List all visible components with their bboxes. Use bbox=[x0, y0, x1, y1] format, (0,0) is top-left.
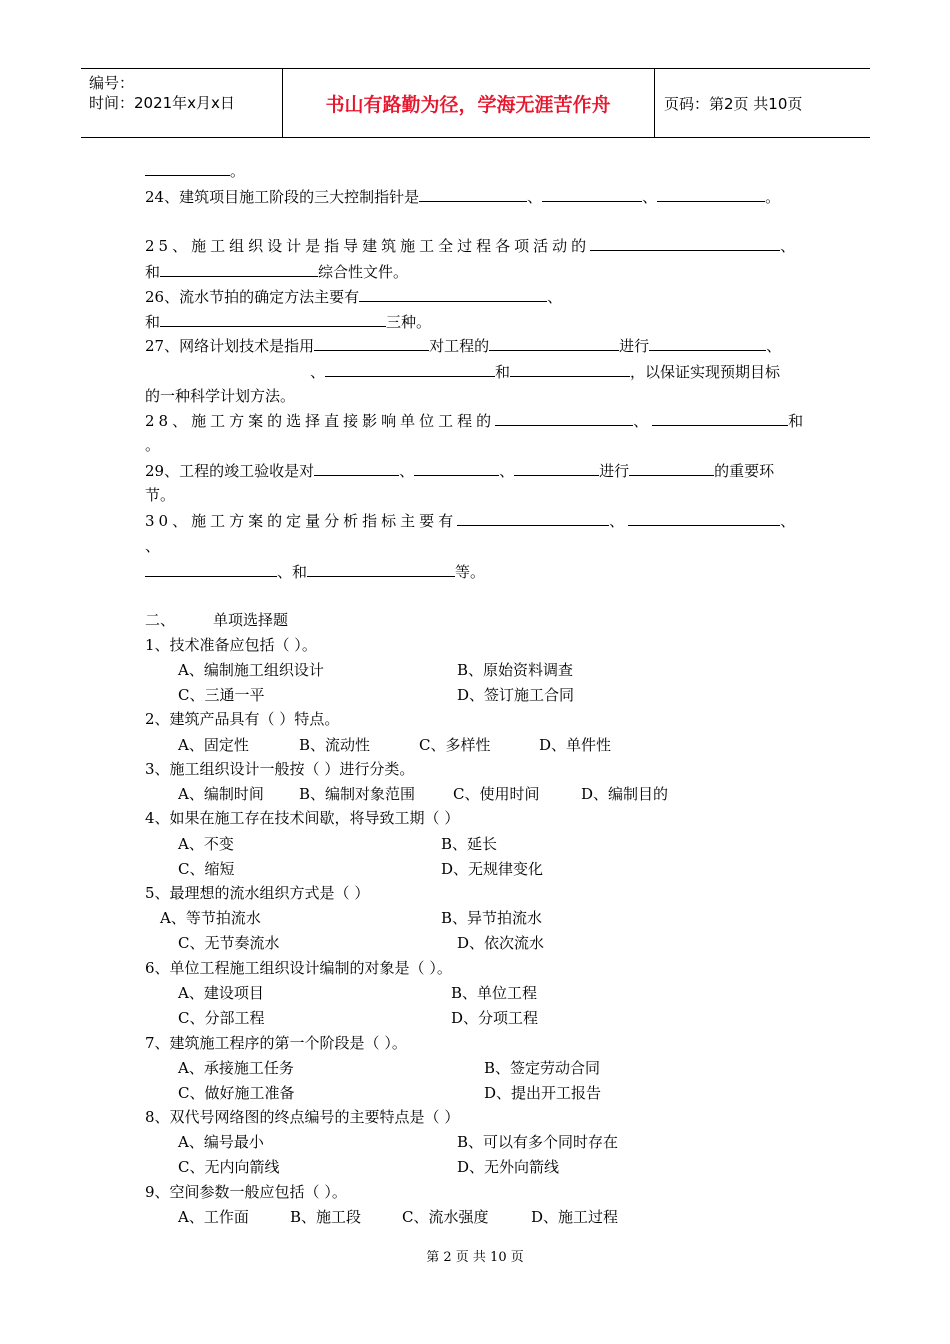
section-heading: 二、 单项选择题 bbox=[145, 611, 289, 629]
option-c: C、使用时间 bbox=[453, 785, 540, 803]
option-d: D、依次流水 bbox=[457, 934, 545, 952]
question-25: 25、施工组织设计是指导建筑施工全过程各项活动的 、 bbox=[145, 237, 800, 255]
header-divider bbox=[654, 69, 655, 137]
option-b: B、单位工程 bbox=[451, 984, 538, 1002]
option-b: B、延长 bbox=[441, 835, 498, 853]
page-footer: 第 2 页 共 10 页 bbox=[426, 1250, 524, 1265]
option-c: C、流水强度 bbox=[402, 1208, 489, 1226]
header-meta bbox=[89, 73, 235, 113]
question-27: 27、网络计划技术是指用 对工程的 进行 、 bbox=[145, 337, 782, 355]
text-line: 、和 等。 bbox=[145, 561, 485, 582]
text-line: 的一种科学计划方法。 bbox=[145, 387, 296, 405]
option-b: B、流动性 bbox=[299, 736, 371, 754]
text-line: 。 bbox=[145, 436, 161, 454]
option-a: A、编制施工组织设计 bbox=[178, 661, 324, 679]
option-b: B、原始资料调查 bbox=[457, 661, 574, 679]
mcq-question: 5、最理想的流水组织方式是（ ） bbox=[145, 884, 370, 902]
option-a: A、等节拍流水 bbox=[160, 909, 261, 927]
option-a: A、工作面 bbox=[178, 1208, 249, 1226]
option-a: A、建设项目 bbox=[178, 984, 264, 1002]
option-c: C、多样性 bbox=[419, 736, 491, 754]
text-line: 、 和 ，以保证实现预期目标 bbox=[310, 363, 781, 381]
option-a: A、编制时间 bbox=[178, 785, 264, 803]
question-28: 28、施工方案的选择直接影响单位工程的 、 和 bbox=[145, 412, 808, 430]
text-line: 。 bbox=[145, 160, 245, 181]
text-line: 和 三种。 bbox=[145, 313, 432, 331]
option-d: D、施工过程 bbox=[531, 1208, 619, 1226]
question-26: 26、流水节拍的确定方法主要有 、 bbox=[145, 288, 563, 306]
option-b: B、异节拍流水 bbox=[441, 909, 543, 927]
option-a: A、承接施工任务 bbox=[178, 1059, 294, 1077]
mcq-question: 7、建筑施工程序的第一个阶段是（ ）。 bbox=[145, 1034, 407, 1052]
option-d: D、无外向箭线 bbox=[457, 1158, 560, 1176]
mcq-question: 3、施工组织设计一般按（ ）进行分类。 bbox=[145, 760, 415, 778]
time-label: 时间：2021年x月x日 bbox=[89, 94, 235, 112]
option-c: C、做好施工准备 bbox=[178, 1084, 295, 1102]
header-page-label: 页码：第2页 共10页 bbox=[664, 95, 803, 113]
option-a: A、编号最小 bbox=[178, 1133, 264, 1151]
text-line: 、 bbox=[145, 537, 161, 555]
option-c: C、三通一平 bbox=[178, 686, 265, 704]
mcq-question: 9、空间参数一般应包括（ ）。 bbox=[145, 1183, 347, 1201]
option-b: B、施工段 bbox=[290, 1208, 362, 1226]
mcq-question: 1、技术准备应包括（ ）。 bbox=[145, 636, 317, 654]
option-d: D、提出开工报告 bbox=[484, 1084, 602, 1102]
option-d: D、编制目的 bbox=[581, 785, 669, 803]
text-line: 节。 bbox=[145, 486, 176, 504]
mcq-question: 8、双代号网络图的终点编号的主要特点是（ ） bbox=[145, 1108, 460, 1126]
option-d: D、签订施工合同 bbox=[457, 686, 575, 704]
option-a: A、固定性 bbox=[178, 736, 249, 754]
code-label: 编号： bbox=[89, 74, 135, 92]
option-d: D、单件性 bbox=[539, 736, 612, 754]
option-c: C、缩短 bbox=[178, 860, 235, 878]
option-d: D、无规律变化 bbox=[441, 860, 544, 878]
page-header bbox=[81, 68, 870, 138]
option-c: C、无节奏流水 bbox=[178, 934, 280, 952]
mcq-question: 6、单位工程施工组织设计编制的对象是（ ）。 bbox=[145, 959, 452, 977]
option-c: C、无内向箭线 bbox=[178, 1158, 280, 1176]
mcq-question: 2、建筑产品具有（ ）特点。 bbox=[145, 710, 340, 728]
option-b: B、签定劳动合同 bbox=[484, 1059, 601, 1077]
question-29: 29、工程的竣工验收是对 、 、 进行 的重要环 bbox=[145, 462, 775, 480]
option-c: C、分部工程 bbox=[178, 1009, 265, 1027]
mcq-question: 4、如果在施工存在技术间歇，将导致工期（ ） bbox=[145, 809, 460, 827]
question-24: 24、建筑项目施工阶段的三大控制指针是 、 、 。 bbox=[145, 188, 781, 206]
option-d: D、分项工程 bbox=[451, 1009, 539, 1027]
header-motto: 书山有路勤为径，学海无涯苦作舟 bbox=[325, 93, 611, 116]
option-b: B、编制对象范围 bbox=[299, 785, 416, 803]
option-b: B、可以有多个同时存在 bbox=[457, 1133, 619, 1151]
option-a: A、不变 bbox=[178, 835, 234, 853]
text-line: 和 综合性文件。 bbox=[145, 263, 409, 281]
question-30: 30、施工方案的定量分析指标主要有 、 、 bbox=[145, 512, 800, 530]
